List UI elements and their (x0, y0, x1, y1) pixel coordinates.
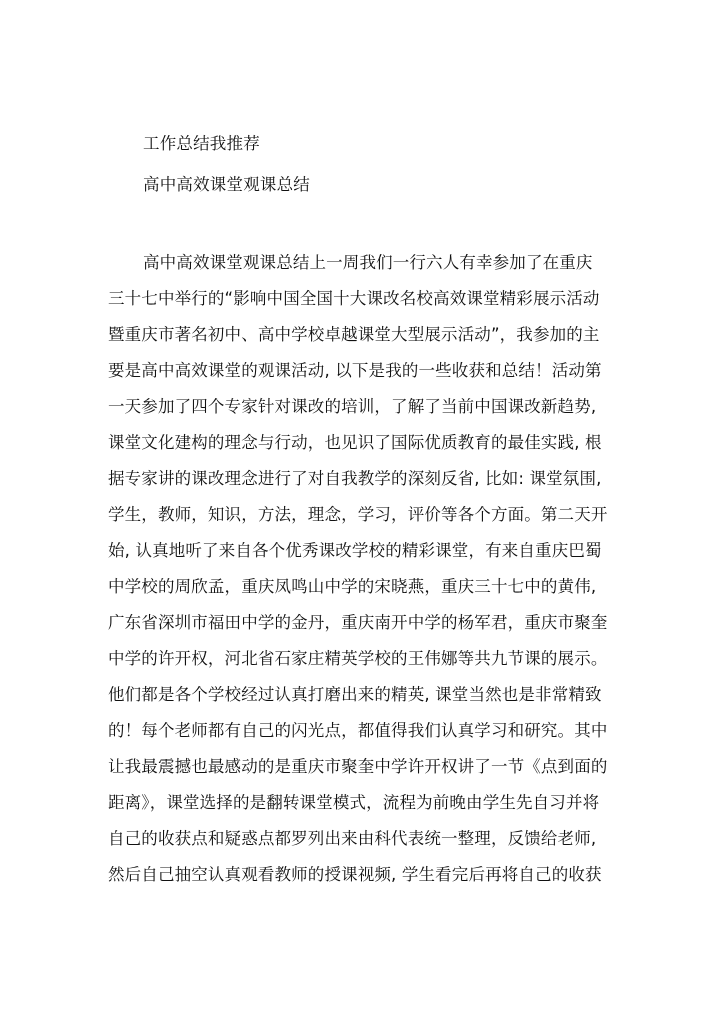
body-line: 的！每个老师都有自己的闪光点，都值得我们认真学习和研究。其中 (108, 721, 608, 740)
body-line: 中学的许开权，河北省石家庄精英学校的王伟娜等共九节课的展示。 (108, 649, 608, 668)
body-line: 自己的收获点和疑惑点都罗列出来由科代表统一整理，反馈给老师, (108, 829, 597, 848)
body-line: 广东省深圳市福田中学的金丹，重庆南开中学的杨军君，重庆市聚奎 (108, 613, 608, 632)
body-line: 然后自己抽空认真观看教师的授课视频, 学生看完后再将自己的收获 (108, 865, 602, 884)
document-heading-recommend: 工作总结我推荐 (143, 134, 260, 153)
body-line: 课堂文化建构的理念与行动，也见识了国际优质教育的最佳实践, 根 (108, 433, 602, 452)
body-line: 据专家讲的课改理念进行了对自我教学的深刻反省, 比如: 课堂氛围, (108, 469, 602, 488)
body-line: 三十七中举行的“影响中国全国十大课改名校高效课堂精彩展示活动 (108, 289, 600, 308)
body-line: 一天参加了四个专家针对课改的培训，了解了当前中国课改新趋势, (108, 397, 597, 416)
body-line: 距离》，课堂选择的是翻转课堂模式，流程为前晚由学生先自习并将 (108, 793, 600, 812)
body-line: 始, 认真地听了来自各个优秀课改学校的精彩课堂，有来自重庆巴蜀 (108, 541, 602, 560)
body-line: 中学校的周欣孟，重庆凤鸣山中学的宋晓燕，重庆三十七中的黄伟, (108, 577, 597, 596)
body-line: 暨重庆市著名初中、高中学校卓越课堂大型展示活动”，我参加的主 (108, 325, 600, 344)
document-title: 高中高效课堂观课总结 (143, 175, 310, 194)
body-line: 学生，教师，知识，方法，理念，学习，评价等各个方面。第二天开 (108, 505, 608, 524)
document-body (108, 245, 628, 893)
body-line: 要是高中高效课堂的观课活动, 以下是我的一些收获和总结！活动第 (108, 361, 602, 380)
body-line: 高中高效课堂观课总结上一周我们一行六人有幸参加了在重庆 (143, 253, 593, 272)
body-line: 他们都是各个学校经过认真打磨出来的精英, 课堂当然也是非常精致 (108, 685, 602, 704)
body-line: 让我最震撼也最感动的是重庆市聚奎中学许开权讲了一节《点到面的 (108, 757, 608, 776)
